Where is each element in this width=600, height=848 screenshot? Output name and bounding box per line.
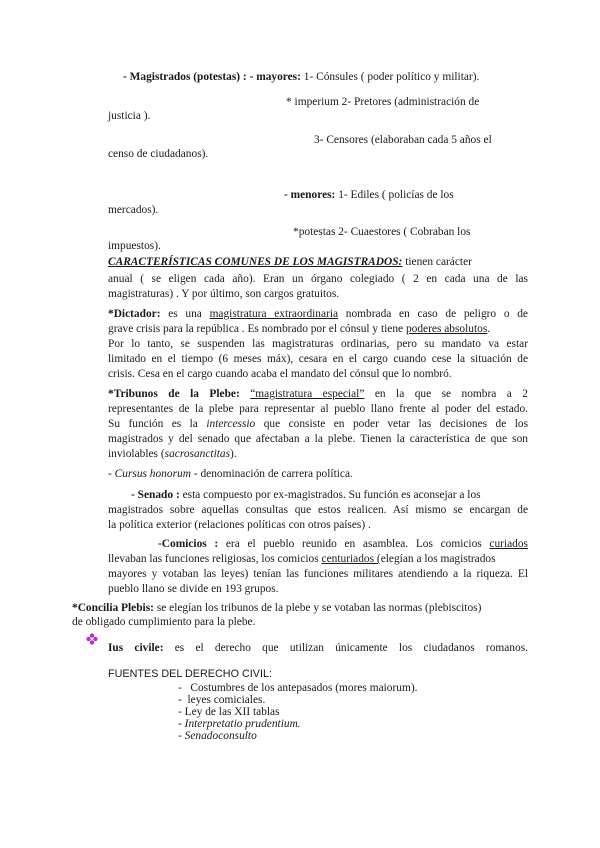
fuentes-item: - Senadoconsulto bbox=[178, 730, 257, 742]
tribunos-line-3: Su función es la intercessio que consiste en poder vetar las decisiones de los bbox=[108, 418, 528, 430]
caracteristicas-heading: CARACTERÍSTICAS COMUNES DE LOS MAGISTRADOS: bbox=[108, 256, 403, 268]
tribunos-line-1: *Tribunos de la Plebe: “magistratura especial” en la que se nombra a 2 bbox=[108, 388, 528, 400]
cursus-honorum: Cursus honorum bbox=[114, 468, 191, 480]
dictador-label: *Dictador: bbox=[108, 308, 161, 320]
cursus-line: - Cursus honorum - denominación de carrera política. bbox=[108, 468, 353, 480]
caracteristicas-line-3: magistraturas) . Y por último, son cargos gratuitos. bbox=[108, 288, 340, 300]
dictador-line-1: *Dictador: es una magistratura extraordinaria nombrada en caso de peligro o de bbox=[108, 308, 528, 320]
magistrados-line-9: impuestos). bbox=[108, 240, 161, 252]
ius-civile-label: Ius civile: bbox=[108, 642, 164, 654]
magistrados-line-1 bbox=[123, 70, 479, 84]
comicios-line-1: -Comicios : era el pueblo reunido en asamblea. Los comicios curiados bbox=[158, 538, 528, 550]
dictador-line-2: grave crisis para la república . Es nombrado por el cónsul y tiene poderes absolutos. bbox=[108, 323, 491, 335]
consules-text: 1- Cónsules ( poder político y militar). bbox=[303, 71, 480, 83]
tribunos-line-4: magistrados y del senado que afectaban a la plebe. Tienen la característica de que son bbox=[108, 433, 528, 445]
fuentes-item: - Ley de las XII tablas bbox=[178, 706, 280, 718]
caracteristicas-line-2: anual ( se eligen cada año). Eran un órgano colegiado ( 2 en cada una de las bbox=[108, 273, 528, 285]
comicios-line-4: pueblo llano se divide en 193 grupos. bbox=[108, 583, 279, 595]
senado-label: - Senado : bbox=[131, 489, 180, 501]
dictador-line-4: limitado en el tiempo (6 meses máx), cesara en el cargo cuando cese la situación de bbox=[108, 353, 528, 365]
ediles-text: 1- Ediles ( policías de los bbox=[338, 189, 454, 201]
fuentes-item: - Interpretatio prudentium. bbox=[178, 718, 301, 730]
fuentes-item: - leyes comiciales. bbox=[178, 694, 266, 706]
mayores-label: - mayores: bbox=[249, 71, 301, 83]
concilia-line-2: de obligado cumplimiento para la plebe. bbox=[72, 616, 256, 628]
tribunos-line-2: representantes de la plebe para representar al pueblo llano frente al poder del estado. bbox=[108, 403, 528, 415]
comicios-line-3: mayores y votaban las leyes) tenían las funciones militares atendiendo a la riqueza. El bbox=[108, 568, 528, 580]
tribunos-label: *Tribunos de la Plebe: bbox=[108, 388, 240, 400]
caracteristicas-line-1: CARACTERÍSTICAS COMUNES DE LOS MAGISTRADOS: tienen carácter bbox=[108, 256, 472, 268]
magistrados-line-4: 3- Censores (elaboraban cada 5 años el bbox=[314, 134, 492, 146]
tribunos-line-5: inviolables (sacrosanctitas). bbox=[108, 448, 237, 460]
concilia-label: *Concilia Plebis: bbox=[72, 602, 154, 614]
comicios-line-2: llevaban las funciones religiosas, los comicios centuriados (elegían a los magistrados bbox=[108, 553, 496, 565]
menores-label: - menores: bbox=[284, 189, 336, 201]
fuentes-heading: FUENTES DEL DERECHO CIVIL: bbox=[108, 668, 272, 680]
magistrados-line-7: mercados). bbox=[108, 204, 159, 216]
flower-bullet-icon bbox=[86, 633, 98, 645]
fuentes-item: - Costumbres de los antepasados (mores maiorum). bbox=[178, 682, 418, 694]
magistrados-line-5: censo de ciudadanos). bbox=[108, 148, 209, 160]
senado-line-1: - Senado : esta compuesto por ex-magistrados. Su función es aconsejar a los bbox=[131, 489, 481, 501]
magistrados-line-6 bbox=[284, 188, 454, 202]
dictador-line-5: crisis. Cesa en el cargo cuando acaba el mandato del cónsul que lo nombró. bbox=[108, 368, 452, 380]
ius-civile-line: Ius civile: es el derecho que utilizan únicamente los ciudadanos romanos. bbox=[108, 642, 528, 654]
magistrados-line-3: justicia ). bbox=[108, 110, 151, 122]
magistrados-line-2: * imperium 2- Pretores (administración de bbox=[286, 96, 480, 108]
senado-line-2: magistrados sobre aquellas consultas que estos realicen. Así mismo se encargan de bbox=[108, 504, 528, 516]
comicios-label: -Comicios : bbox=[158, 538, 219, 550]
magistrados-line-8: *potestas 2- Cuaestores ( Cobraban los bbox=[293, 226, 471, 238]
concilia-line-1: *Concilia Plebis: se elegían los tribunos de la plebe y se votaban las normas (plebiscitos) bbox=[72, 602, 482, 614]
dictador-line-3: Por lo tanto, se suspenden las magistraturas ordinarias, pero su mandato va estar bbox=[108, 338, 528, 350]
magistrados-label: - Magistrados (potestas) : bbox=[123, 71, 247, 83]
senado-line-3: la política exterior (relaciones políticas con otros países) . bbox=[108, 519, 371, 531]
